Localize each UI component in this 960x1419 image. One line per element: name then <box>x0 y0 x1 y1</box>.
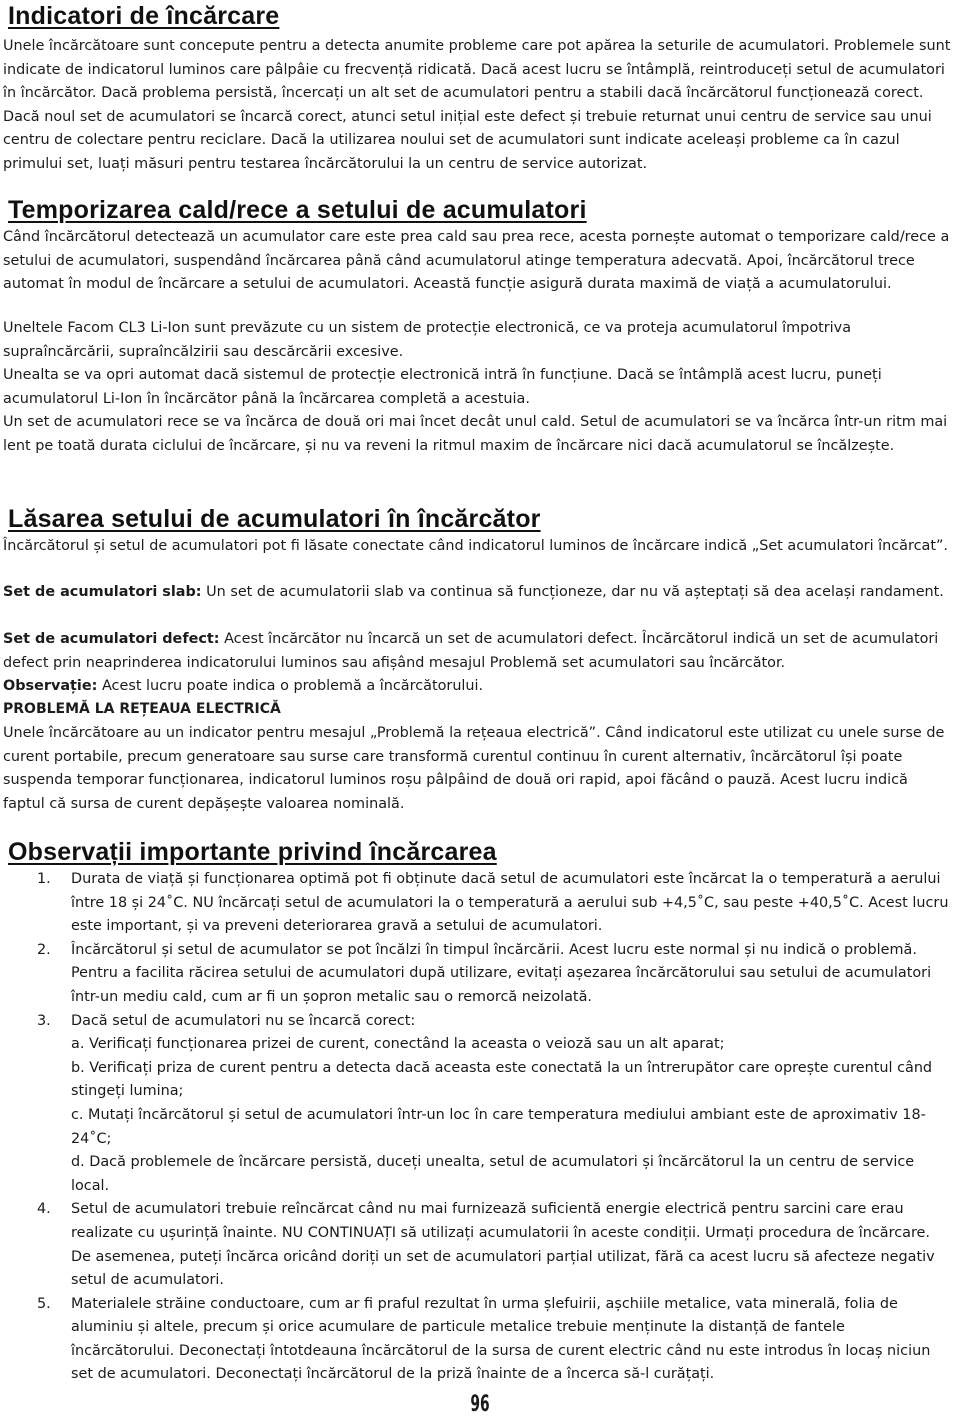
list-number: 1. <box>37 871 51 887</box>
defective-pack-label: Set de acumulatori defect: <box>3 631 220 647</box>
observation-text: Acest lucru poate indica o problemă a încărcătorului. <box>97 678 484 694</box>
list-number: 2. <box>37 941 51 958</box>
observation-label: Observație: <box>3 678 98 694</box>
paragraph-electronic-protection: Uneltele Facom CL3 Li-Ion sunt prevăzute cu un sistem de protecție electronică, ce va proteja acumulatorul împotriva supraîncărcării, supraîncălzirii sau descărcării excesive. <box>3 320 852 360</box>
sub-item-b: b. Verificați priza de curent pentru a detecta dacă aceasta este conectată la un întrerupător care oprește curentul când stingeți lumina; <box>71 1059 933 1100</box>
list-item-text: Durata de viață și funcționarea optimă pot fi obținute dacă setul de acumulatori este încărcat la o temperatură a aerului între 18 și 24˚C. NU încărcați setul de acumulatori la o temperatură a aerului sub +4,5˚C, sau peste +40,5˚C. Acest lucru este important, și va preveni deteriorarea gravă a setului de acumulatori. <box>71 871 949 935</box>
list-item <box>0 868 952 939</box>
list-item-text: Încărcătorul și setul de acumulator se pot încălzi în timpul încărcării. Acest lucru este normal și nu indică o problemă. Pentru a facilita răcirea setului de acumulatori după utilizare, evitați așezarea încărcătorului sau setului de acumulatori într-un mediu cald, cum ar fi un șopron metalic sau o remorcă neizolată. <box>71 941 932 1005</box>
weak-pack-label: Set de acumulatori slab: <box>3 584 202 600</box>
sub-item-c: c. Mutați încărcătorul și setul de acumulatori într-un loc în care temperatura mediului ambiant este de aproximativ 18-24˚C; <box>71 1106 926 1147</box>
list-item <box>0 1198 952 1292</box>
list-item <box>0 939 952 1010</box>
important-notes-list <box>0 868 952 1387</box>
heading-important-notes: Observații importante privind încărcarea <box>8 838 497 866</box>
sub-item-a: a. Verificați funcționarea prizei de curent, conectând la aceasta o veioză sau un alt aparat; <box>71 1036 725 1053</box>
paragraph-weak-pack <box>3 581 953 605</box>
heading-hot-cold-delay: Temporizarea cald/rece a setului de acumulatori <box>8 196 587 224</box>
list-number: 4. <box>37 1201 51 1218</box>
heading-leaving-pack: Lăsarea setului de acumulatori în încărcător <box>8 505 541 533</box>
paragraph-charging-indicators: Unele încărcătoare sunt concepute pentru a detecta anumite probleme care pot apărea la seturile de acumulatori. Problemele sunt indicate de indicatorul luminos care pâlpâie cu frecvență ridicată. Dacă acest lucru se întâmplă, reintroduceți setul de acumulatori în încărcător. Dacă problema persistă, încercați un alt set de acumulatori pentru a stabili dacă încărcătorul funcționează corect. Dacă noul set de acumulatori se încarcă corect, atunci setul inițial este defect și trebuie returnat unui centru de service sau unui centru de colectare pentru reciclare. Dacă la utilizarea noului set de acumulatori sunt indicate aceleași probleme ca în cazul primului set, luați măsuri pentru testarea încărcătorului la un centru de service autorizat. <box>3 38 951 172</box>
paragraph-observation <box>3 675 953 699</box>
list-item <box>0 1010 952 1199</box>
defective-pack-text: Acest încărcător nu încarcă un set de acumulatori defect. Încărcătorul indică un set de acumulatori defect prin neaprinderea indicatorului luminos sau afișând mesajul Problemă set acumulatori sau încărcător. <box>3 631 939 671</box>
paragraph-leaving-pack: Încărcătorul și setul de acumulatori pot fi lăsate conectate când indicatorul luminos de încărcare indică „Set acumulatori încărcat”. <box>3 538 948 554</box>
list-item <box>0 1293 952 1387</box>
list-number: 3. <box>37 1012 51 1029</box>
paragraph-auto-stop: Unealta se va opri automat dacă sistemul de protecție electronică intră în funcțiune. Dacă se întâmplă acest lucru, puneți acumulatorul Li-Ion în încărcător până la încărcarea completă a acestuia. <box>3 367 882 407</box>
paragraph-defective-pack <box>3 628 953 675</box>
list-item-text: Dacă setul de acumulatori nu se încarcă corect: <box>71 1012 416 1029</box>
list-item-text: Materialele străine conductoare, cum ar fi praful rezultat în urma șlefuirii, așchiile metalice, vata minerală, folia de aluminiu și altele, precum și orice acumulare de particule metalice trebuie menținute la distanță de fantele încărcătorului. Deconectați întotdeauna încărcătorul de la sursa de curent electric când nu este introdus în locaș niciun set de acumulatori. Deconectați încărcătorul de la priză înainte de a încerca să-l curățați. <box>71 1295 931 1383</box>
paragraph-cold-pack: Un set de acumulatori rece se va încărca de două ori mai încet decât unul cald. Setul de acumulatori se va încărca într-un ritm mai lent pe toată durata ciclului de încărcare, și nu va reveni la ritmul maxim de încărcare nici dacă acumulatorul se încălzește. <box>3 414 948 454</box>
list-item-text: Setul de acumulatori trebuie reîncărcat când nu mai furnizează suficientă energie electrică pentru sarcini care erau realizate cu ușurință înainte. NU CONTINUAȚI să utilizați acumulatorii în aceste condiții. Urmați procedura de încărcare. De asemenea, puteți încărca oricând doriți un set de acumulatori parțial utilizat, fără ca acest lucru să afecteze negativ setul de acumulatori. <box>71 1201 935 1289</box>
paragraph-power-grid-problem: Unele încărcătoare au un indicator pentru mesajul „Problemă la rețeaua electrică”. Când indicatorul este utilizat cu unele surse de curent portabile, precum generatoare sau surse care transformă curentul continuu în curent alternativ, încărcătorul își poate suspenda temporar funcționarea, indicatorul luminos roșu pâlpâind de două ori rapid, apoi făcând o pauză. Acest lucru indică faptul că sursa de curent depășește valoarea nominală. <box>3 725 945 812</box>
heading-charging-indicators: Indicatori de încărcare <box>8 2 280 30</box>
weak-pack-text: Un set de acumulatorii slab va continua să funcționeze, dar nu vă așteptați să dea același randament. <box>201 584 944 600</box>
paragraph-hot-cold-delay: Când încărcătorul detectează un acumulator care este prea cald sau prea rece, acesta pornește automat o temporizare cald/rece a setului de acumulatori, suspendând încărcarea până când acumulatorul atinge temperatura adecvată. Apoi, încărcătorul trece automat în modul de încărcare a setului de acumulatori. Această funcție asigură durata maximă de viață a acumulatorului. <box>3 229 950 293</box>
sub-item-d: d. Dacă problemele de încărcare persistă, duceți unealta, setul de acumulatori și încărcătorul la un centru de service local. <box>71 1154 915 1194</box>
page-number: 96 <box>470 1392 490 1417</box>
heading-power-grid-problem: PROBLEMĂ LA REȚEAUA ELECTRICĂ <box>3 701 281 717</box>
list-number: 5. <box>37 1295 51 1312</box>
